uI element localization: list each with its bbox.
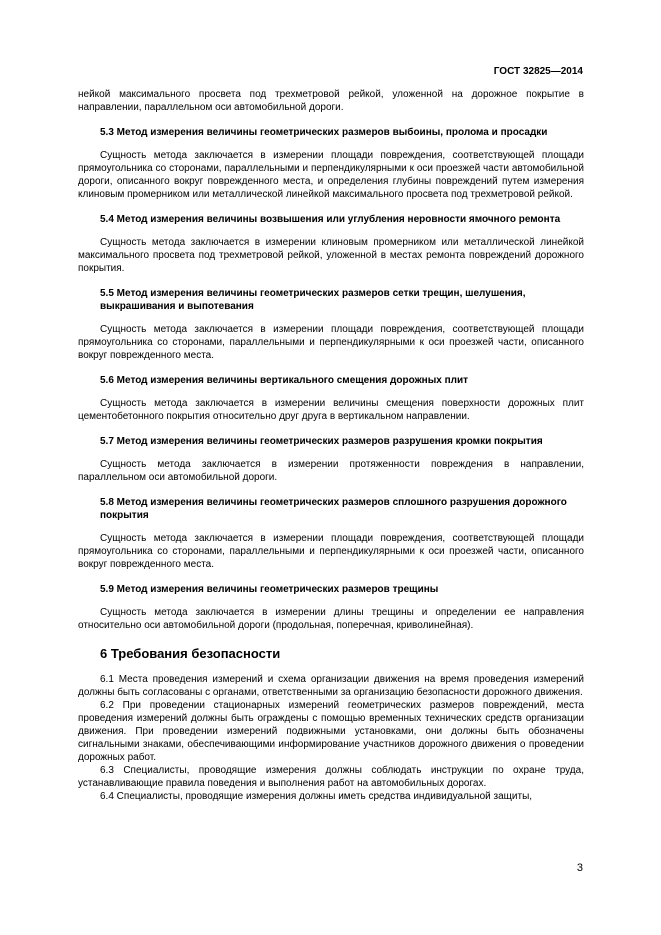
chapter-6 — [78, 646, 584, 803]
section-body: Сущность метода заключается в измерении площади повреждения, соответствующей площади прямоугольника со сторонами, параллельными и перпендикулярными к оси проезжей части, описанного вокруг поврежденного места. — [78, 533, 584, 570]
section-body: Сущность метода заключается в измерении клиновым промерником или металлической линейкой максимального просвета под трехметровой рейкой, уложенной в местах ремонта повреждений дорожного покрытия. — [78, 237, 584, 274]
section-heading: 5.9 Метод измерения величины геометрических размеров трещины — [100, 584, 439, 595]
section-body: Сущность метода заключается в измерении длины трещины и определении ее направления относительно оси автомобильной дороги (продольная, поперечная, криволинейная). — [78, 607, 584, 631]
section-body: Сущность метода заключается в измерении протяженности повреждения в направлении, параллельном оси автомобильной дороги. — [78, 459, 584, 483]
page-number: 3 — [576, 862, 583, 874]
chapter-paragraph: 6.3 Специалисты, проводящие измерения должны соблюдать инструкции по охране труда, устанавливающие правила поведения и выполнения работ на автомобильных дорогах. — [78, 765, 584, 789]
section-heading: 5.4 Метод измерения величины возвышения или углубления неровности ямочного ремонта — [100, 214, 561, 225]
chapter-paragraph: 6.4 Специалисты, проводящие измерения должны иметь средства индивидуальной защиты, — [100, 791, 533, 802]
page-content — [78, 88, 584, 803]
section-5-3 — [78, 126, 584, 201]
section-5-9 — [78, 583, 584, 632]
document-code: ГОСТ 32825—2014 — [493, 66, 583, 77]
intro-paragraph: нейкой максимального просвета под трехметровой рейкой, уложенной на дорожное покрытие в направлении, параллельном оси автомобильной дороги. — [78, 89, 584, 113]
chapter-heading: 6 Требования безопасности — [100, 646, 281, 661]
section-heading: 5.8 Метод измерения величины геометрических размеров сплошного разрушения дорожного покрытия — [100, 497, 567, 521]
section-heading: 5.7 Метод измерения величины геометрических размеров разрушения кромки покрытия — [100, 436, 543, 447]
section-body: Сущность метода заключается в измерении площади повреждения, соответствующей площади прямоугольника со сторонами, параллельными и перпендикулярными к оси проезжей части автомобильной дороги, описанного вокруг поврежденного места, и определения глубины повреждений путем измерения клиновым промерником или металлической линейкой максимального просвета под трехметровой рейкой. — [78, 150, 584, 200]
section-5-5 — [78, 287, 584, 362]
section-body: Сущность метода заключается в измерении площади повреждения, соответствующей площади прямоугольника со сторонами, параллельными и перпендикулярными к оси проезжей части, описанного вокруг поврежденного места. — [78, 324, 584, 361]
section-5-4 — [78, 213, 584, 275]
section-heading: 5.3 Метод измерения величины геометрических размеров выбоины, пролома и просадки — [100, 127, 548, 138]
section-body: Сущность метода заключается в измерении величины смещения поверхности дорожных плит цементобетонного покрытия относительно друг друга в вертикальном направлении. — [78, 398, 584, 422]
section-heading: 5.6 Метод измерения величины вертикального смещения дорожных плит — [100, 375, 469, 386]
chapter-paragraph: 6.1 Места проведения измерений и схема организации движения на время проведения измерений должны быть согласованы с органами, ответственными за организацию безопасности дорожного движения. — [78, 674, 584, 698]
section-5-7 — [78, 435, 584, 484]
section-heading: 5.5 Метод измерения величины геометрических размеров сетки трещин, шелушения, выкрашивания и выпотевания — [100, 288, 526, 312]
section-5-6 — [78, 374, 584, 423]
chapter-paragraph: 6.2 При проведении стационарных измерений геометрических размеров повреждений, места проведения измерений должны быть ограждены с помощью временных технических средств организации движения. При проведении измерений подвижными установками, они должны быть обозначены сигнальными знаками, обеспечивающими информирование участников дорожного движения о проведении дорожных работ. — [78, 700, 584, 763]
section-5-8 — [78, 496, 584, 571]
